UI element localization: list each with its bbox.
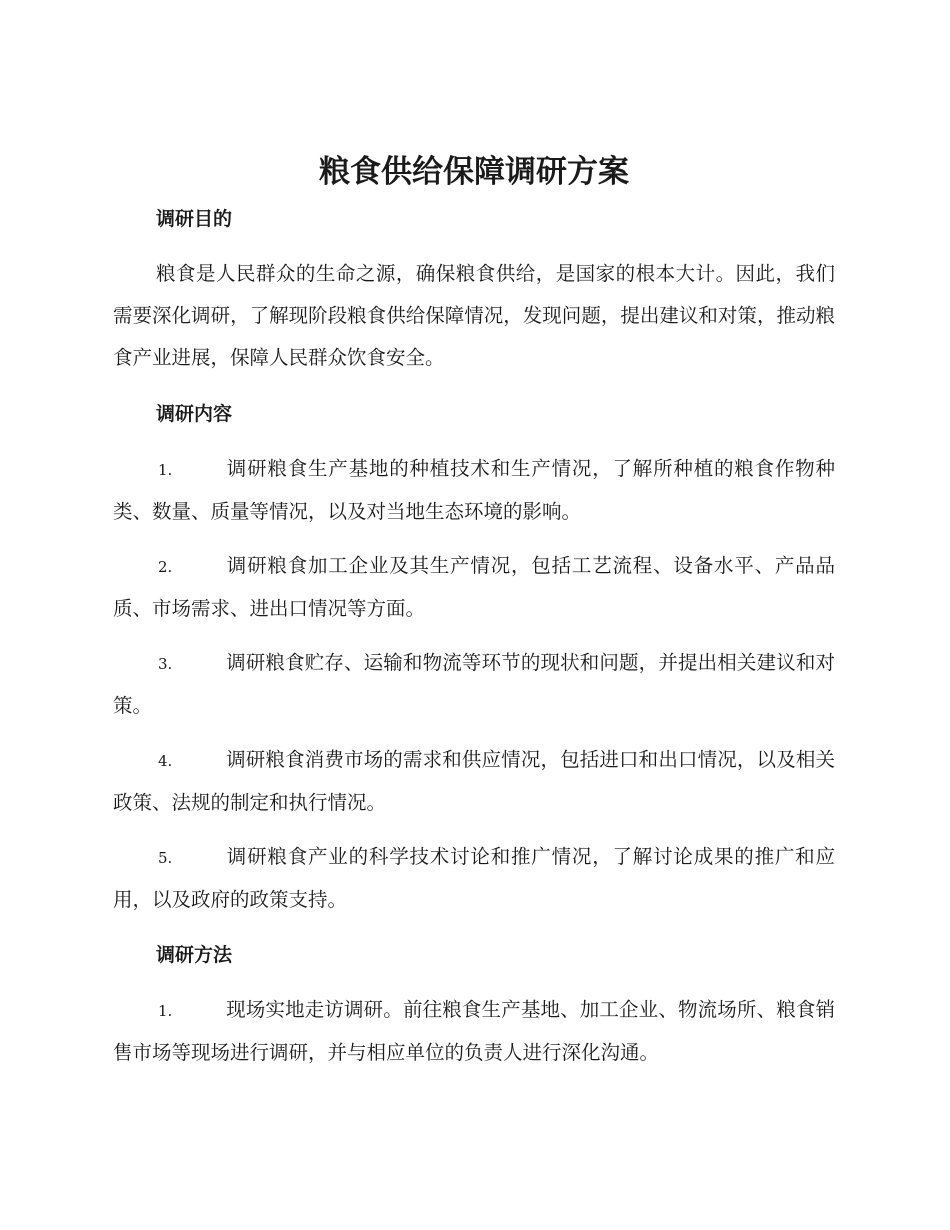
list-item-text: 调研粮食产业的科学技术讨论和推广情况，了解讨论成果的推广和应用，以及政府的政策支持。 — [113, 845, 835, 911]
list-item-number: 4. — [158, 752, 173, 770]
list-item-text: 调研粮食消费市场的需求和供应情况，包括进口和出口情况，以及相关政策、法规的制定和执行情况。 — [113, 748, 835, 814]
list-item-text: 调研粮食贮存、运输和物流等环节的现状和问题，并提出相关建议和对策。 — [113, 651, 835, 717]
content-list-item — [113, 545, 835, 630]
purpose-paragraph: 粮食是人民群众的生命之源，确保粮食供给，是国家的根本大计。因此，我们需要深化调研，了解现阶段粮食供给保障情况，发现问题，提出建议和对策，推动粮食产业进展，保障人民群众饮食安全。 — [113, 262, 835, 369]
list-item-text: 现场实地走访调研。前往粮食生产基地、加工企业、物流场所、粮食销售市场等现场进行调研，并与相应单位的负责人进行深化沟通。 — [113, 998, 835, 1064]
content-list-item — [113, 739, 835, 824]
content-list-item — [113, 642, 835, 727]
list-item-number: 3. — [158, 655, 173, 673]
list-item-number: 2. — [158, 558, 173, 576]
list-item-text: 调研粮食生产基地的种植技术和生产情况，了解所种植的粮食作物种类、数量、质量等情况，以及对当地生态环境的影响。 — [113, 457, 835, 523]
content-list-item — [113, 836, 835, 921]
list-item-number: 1. — [158, 461, 173, 479]
section-heading-content: 调研内容 — [156, 403, 233, 425]
method-list-item — [113, 989, 835, 1074]
document-title: 粮食供给保障调研方案 — [319, 154, 629, 190]
section-heading-purpose: 调研目的 — [156, 208, 233, 230]
list-item-number: 1. — [158, 1002, 173, 1020]
section-heading-method: 调研方法 — [156, 944, 233, 966]
list-item-text: 调研粮食加工企业及其生产情况，包括工艺流程、设备水平、产品品质、市场需求、进出口情况等方面。 — [113, 554, 835, 620]
list-item-number: 5. — [158, 849, 173, 867]
content-list-item — [113, 448, 835, 533]
